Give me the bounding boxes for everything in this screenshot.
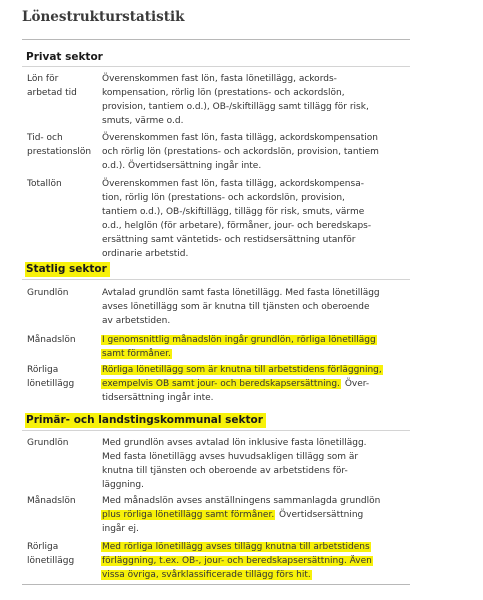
term-totallon: Totallön <box>27 179 62 189</box>
bottom-divider <box>22 584 410 585</box>
definition-rorliga-lonetillagg-statlig: Rörliga lönetillägg som är knutna till arbetstidens förläggning, exempelvis OB samt jour- och beredskapsersättning. Över- tidsersättning ingår inte. <box>102 365 382 403</box>
section-divider-primar-landsting <box>22 430 410 431</box>
section-divider-statlig <box>22 279 410 280</box>
term-rorliga-lonetillagg-kommunal: Rörliga lönetillägg <box>27 542 75 566</box>
document-title: Lönestrukturstatistik <box>22 9 185 25</box>
term-rorliga-lonetillagg-statlig: Rörliga lönetillägg <box>27 365 75 389</box>
term-manadslon-kommunal: Månadslön <box>27 496 76 506</box>
definition-rorliga-lonetillagg-kommunal: Med rörliga lönetillägg avses tillägg knutna till arbetstidens förläggning, t.ex. OB-, jour- och beredskapsersättning. Även vissa övriga, svårklassificerade tillägg förs hit. <box>102 542 372 580</box>
section-heading-statlig: Statlig sektor <box>25 263 110 275</box>
definition-grundlon-statlig: Avtalad grundlön samt fasta lönetillägg. Med fasta lönetillägg avses lönetillägg som är knutna till tjänsten och oberoende av arbetstiden. <box>102 288 380 326</box>
definition-tid-och-prestationslon: Överenskommen fast lön, fasta tillägg, ackordskompensation och rörlig lön (prestations- och ackordslön, provision, tantiem o.d.). Övertidsersättning ingår inte. <box>102 133 379 171</box>
definition-manadslon-kommunal: Med månadslön avses anställningens sammanlagda grundlön plus rörliga lönetillägg samt förmåner. Övertidsersättning ingår ej. <box>102 496 381 534</box>
definition-lon-for-arbetad-tid: Överenskommen fast lön, fasta lönetillägg, ackords- kompensation, rörlig lön (prestations- och ackordslön, provision, tantiem o.d.), OB-/skiftillägg samt tillägg för risk, smuts, värme o.d. <box>102 74 369 126</box>
section-divider-privat <box>22 66 410 67</box>
section-heading-privat: Privat sektor <box>26 51 103 63</box>
term-grundlon-kommunal: Grundlön <box>27 438 69 448</box>
term-lon-for-arbetad-tid: Lön för arbetad tid <box>27 74 77 98</box>
term-grundlon-statlig: Grundlön <box>27 288 69 298</box>
definition-totallon: Överenskommen fast lön, fasta tillägg, ackordskompensa- tion, rörlig lön (prestations- och ackordslön, provision, tantiem o.d.), OB-/skiftillägg, tillägg för risk, smuts, värme o.d., helglön (för arbetare), förmåner, jour- och beredskaps- ersättning samt väntetids- och restidsersättning utanför ordinarie arbetstid. <box>102 179 372 259</box>
definition-manadslon-statlig: I genomsnittlig månadslön ingår grundlön, rörliga lönetillägg samt förmåner. <box>102 335 376 359</box>
term-tid-och-prestationslon: Tid- och prestationslön <box>27 133 92 157</box>
definition-grundlon-kommunal: Med grundlön avses avtalad lön inklusive fasta lönetillägg. Med fasta lönetillägg avses huvudsakligen tillägg som är knutna till tjänsten och oberoende av arbetstidens för- läggning. <box>102 438 367 490</box>
title-divider <box>22 39 410 40</box>
term-manadslon-statlig: Månadslön <box>27 335 76 345</box>
section-heading-primar-landsting: Primär- och landstingskommunal sektor <box>25 414 266 426</box>
